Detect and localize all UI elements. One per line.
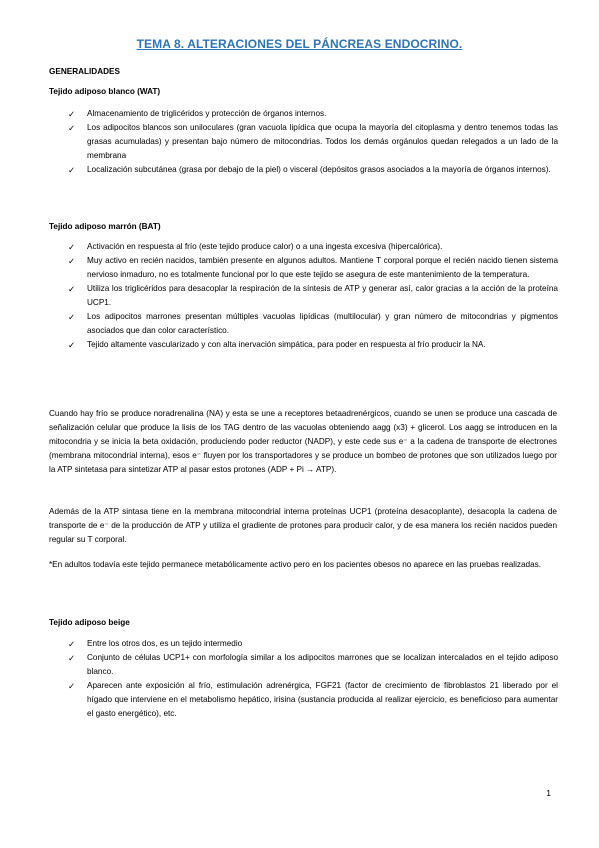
list-item: ✓ Utiliza los triglicéridos para desacoplar la respiración de la síntesis de ATP y generar así, calor gracias a la acción de la proteína UCP1. [68, 284, 558, 307]
list-item: ✓ Localización subcutánea (grasa por debajo de la piel) o visceral (depósitos grasos asociados a la mayoría de órganos internos). [68, 165, 551, 175]
check-icon: ✓ [68, 165, 76, 175]
check-icon: ✓ [68, 340, 76, 350]
check-icon: ✓ [68, 242, 76, 252]
section-generalidades: GENERALIDADES [49, 67, 120, 76]
page-title: TEMA 8. ALTERACIONES DEL PÁNCREAS ENDOCRINO. [136, 37, 463, 51]
check-icon: ✓ [68, 312, 76, 322]
list-item: ✓ Muy activo en recién nacidos, también presente en algunos adultos. Mantiene T corporal porque el recién nacido tienen sistema nervioso inmaduro, no es totalmente funcional por lo que este tejido se asegura de este mantenimiento de la temperatura. [68, 256, 558, 279]
check-icon: ✓ [68, 284, 76, 294]
paragraph: Además de la ATP sintasa tiene en la membrana mitocondrial interna proteínas UCP1 (proteína desacoplante), desacopla la cadena de transporte de e⁻ de la producción de ATP y utiliza el gradiente de protones para producir calor, y de esa manera los recién nacidos pueden regular su T corporal. [49, 507, 557, 544]
list-item: ✓ Activación en respuesta al frío (este tejido produce calor) o a una ingesta excesiva (hipercalórica). [68, 242, 443, 252]
paragraph: Cuando hay frío se produce noradrenalina (NA) y esta se une a receptores betaadrenérgicos, cuando se unen se produce una cascada de señalización celular que produce la lisis de los TAG dentro de las vacuolas obteniendo aagg (x3) + glicerol. Los aagg se introducen en la mitocondria y se inicia la beta oxidación, produciendo poder reductor (NADP), y este cede sus e⁻ a la cadena de transporte de electrones (membrana mitocondrial interna), esos e⁻ fluyen por los transportadores y se produce un bombeo de protones que son utilizados luego por la ATP sintetasa para sintetizar ATP al pasar estos protones (ADP + Pi → ATP). [49, 409, 557, 474]
list-item: ✓ Aparecen ante exposición al frío, estimulación adrenérgica, FGF21 (factor de crecimiento de fibroblastos 21 liberado por el hígado que interviene en el metabolismo hepático, irisina (sustancia producida al realizar ejercicio, es beneficioso para aumentar el gasto energético), etc. [68, 681, 558, 718]
list-item: ✓ Almacenamiento de triglicéridos y protección de órganos internos. [68, 109, 327, 119]
list-item: ✓ Los adipocitos marrones presentan múltiples vacuolas lipídicas (multilocular) y gran número de mitocondrias y pigmentos asociados que dan color característico. [68, 312, 558, 335]
wat-list [68, 107, 558, 177]
check-icon: ✓ [68, 681, 76, 691]
heading-bat: Tejido adiposo marrón (BAT) [49, 222, 161, 231]
list-item: ✓ Los adipocitos blancos son uniloculares (gran vacuola lipídica que ocupa la mayoría del citoplasma y dentro tenemos todas las grasas acumuladas) y presentan bajo número de mitocondrias. Todos los demás orgánulos quedan relegados a un lado de la membrana [68, 123, 558, 160]
list-item: ✓ Tejido altamente vascularizado y con alta inervación simpática, para poder en respuesta al frío producir la NA. [68, 340, 486, 350]
check-icon: ✓ [68, 639, 76, 649]
check-icon: ✓ [68, 653, 76, 663]
bat-list [68, 240, 558, 352]
heading-wat: Tejido adiposo blanco (WAT) [49, 87, 161, 96]
check-icon: ✓ [68, 256, 76, 266]
list-item: ✓ Entre los otros dos, es un tejido intermedio [68, 639, 243, 649]
beige-list [68, 637, 558, 721]
paragraph: *En adultos todavía este tejido permanece metabólicamente activo pero en los pacientes obesos no aparece en las pruebas realizadas. [49, 560, 542, 569]
check-icon: ✓ [68, 109, 76, 119]
list-item: ✓ Conjunto de células UCP1+ con morfología similar a los adipocitos marrones que se localizan intercalados en el tejido adiposo blanco. [68, 653, 558, 676]
page-number: 1 [546, 788, 551, 798]
check-icon: ✓ [68, 123, 76, 133]
heading-beige: Tejido adiposo beige [49, 618, 130, 627]
